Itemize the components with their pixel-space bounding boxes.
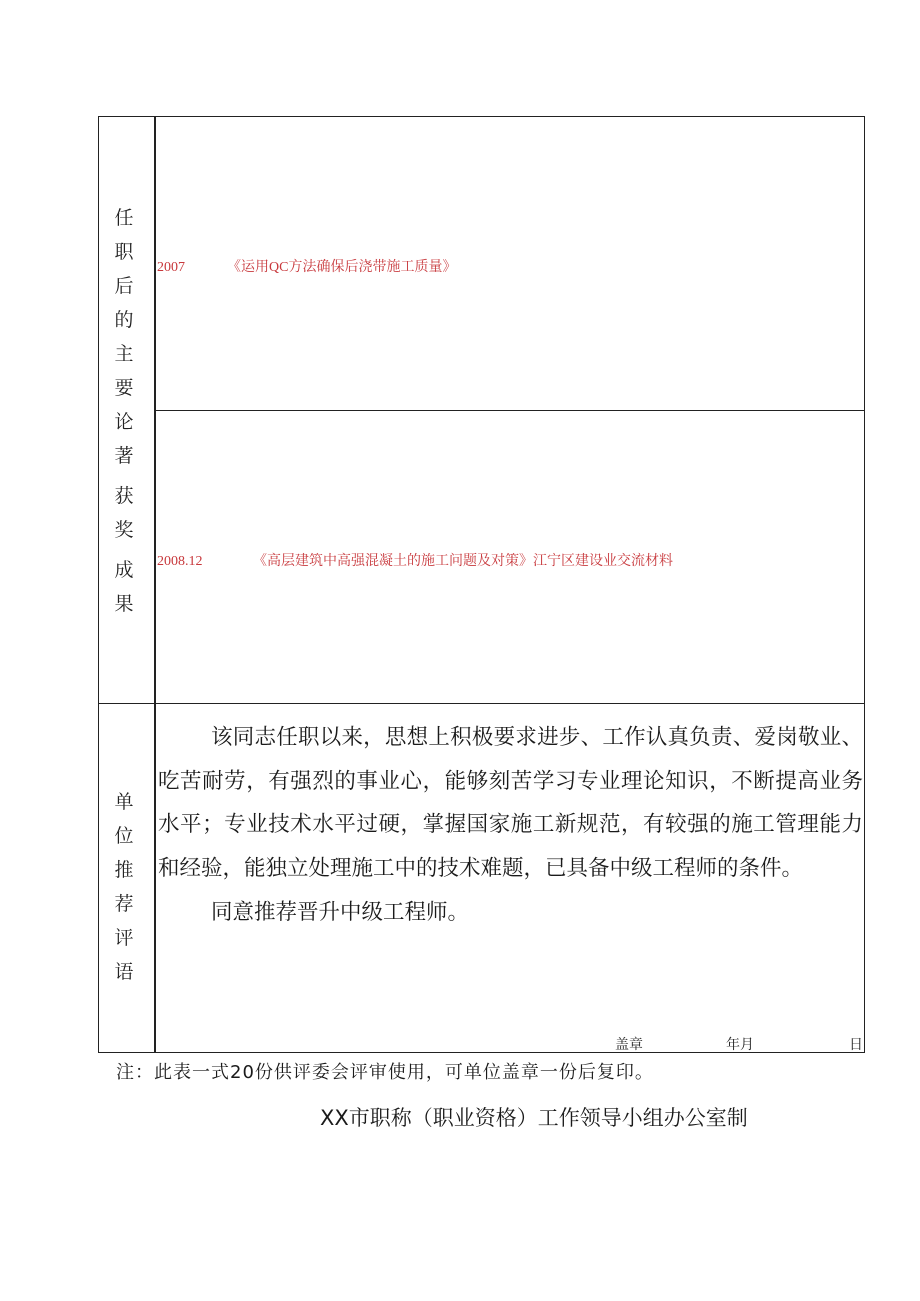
label-char: 获 [114,485,134,507]
column-divider [154,116,156,1053]
year-month-label: 年月 [726,1037,754,1053]
label-char: 单 [114,791,134,813]
label-char: 推 [114,859,134,881]
label-char: 的 [114,309,134,331]
label-char: 果 [114,593,134,615]
label-char: 位 [114,825,134,847]
label-char: 职 [114,241,134,263]
row-divider-section [98,703,865,704]
label-char: 要 [114,377,134,399]
label-char: 著 [114,445,134,467]
label-char: 任 [114,207,134,229]
recommendation-text [158,716,863,935]
award-entry [157,256,456,276]
day-label: 日 [849,1037,863,1053]
issuing-office: XX市职称（职业资格）工作领导小组办公室制 [320,1106,748,1130]
footer-note: 注：此表一式20份供评委会评审使用，可单位盖章一份后复印。 [116,1062,654,1083]
recommend-section-label [106,785,142,989]
label-char: 主 [114,343,134,365]
award-year: 2008.12 [157,554,203,569]
award-title: 《高层建筑中高强混凝土的施工问题及对策》江宁区建设业交流材料 [253,554,673,569]
label-char: 后 [114,275,134,297]
label-char: 论 [114,411,134,433]
award-title: 《运用QC方法确保后浇带施工质量》 [227,260,457,275]
recommendation-paragraph: 该同志任职以来，思想上积极要求进步、工作认真负责、爱岗敬业、吃苦耐劳，有强烈的事业心，能够刻苦学习专业理论知识，不断提高业务水平；专业技术水平过硬，掌握国家施工新规范，有较强的施工管理能力和经验，能独立处理施工中的技术难题，已具备中级工程师的条件。 [158,725,863,881]
recommendation-conclusion: 同意推荐晋升中级工程师。 [211,900,470,925]
label-char: 荐 [114,893,134,915]
award-entry [157,550,673,570]
label-char: 成 [114,559,134,581]
awards-section-label [106,201,142,621]
stamp-label: 盖章 [615,1037,643,1053]
row-divider-awards [154,410,865,411]
label-char: 评 [114,927,134,949]
label-char: 语 [114,961,134,983]
award-year: 2007 [157,260,185,275]
label-char: 奖 [114,519,134,541]
